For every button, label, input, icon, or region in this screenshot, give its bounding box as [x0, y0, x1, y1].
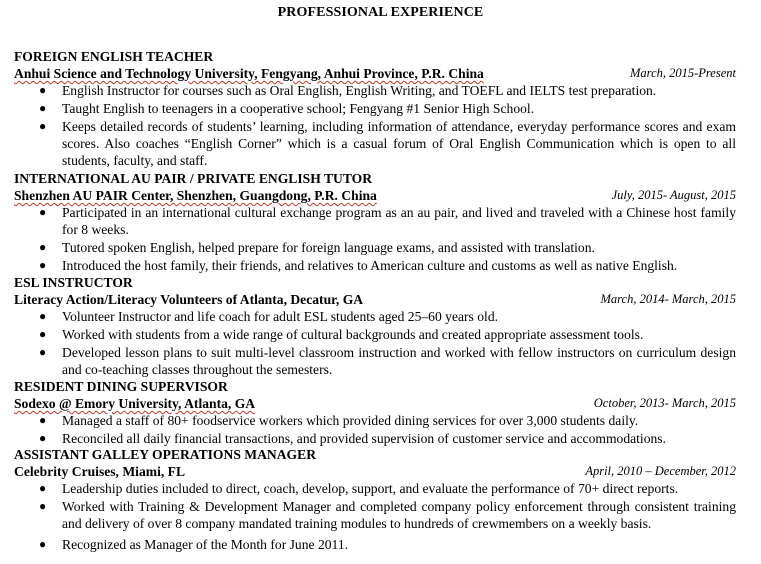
bullet-icon: ● — [39, 101, 47, 115]
bullet-icon: ● — [39, 205, 47, 219]
bullet-icon: ● — [39, 537, 47, 551]
section-heading: PROFESSIONAL EXPERIENCE — [277, 5, 484, 20]
job-dates: October, 2013- March, 2015 — [593, 396, 736, 410]
job-entry — [14, 378, 736, 448]
job-title: ESL INSTRUCTOR — [14, 275, 133, 290]
bullet-icon: ● — [39, 240, 47, 254]
bullet-text: Taught English to teenagers in a cooperative school; Fengyang #1 Senior High School. — [62, 101, 535, 116]
bullet-list — [14, 308, 736, 378]
employer: Literacy Action/Literacy Volunteers of Atlanta, Decatur, GA — [14, 292, 364, 307]
list-item — [14, 498, 736, 532]
list-item — [14, 204, 736, 238]
employer-line — [14, 395, 736, 412]
list-item — [14, 82, 736, 99]
employer-line — [14, 463, 736, 480]
bullet-icon: ● — [39, 413, 47, 427]
employer-line — [14, 187, 736, 204]
job-title: INTERNATIONAL AU PAIR / PRIVATE ENGLISH TUTOR — [14, 171, 373, 186]
bullet-text: Leadership duties included to direct, coach, develop, support, and evaluate the performance of 70+ direct reports. — [62, 481, 679, 496]
bullet-icon: ● — [39, 499, 47, 513]
job-dates: March, 2014- March, 2015 — [600, 292, 736, 306]
job-title: FOREIGN ENGLISH TEACHER — [14, 49, 214, 64]
bullet-icon: ● — [39, 309, 47, 323]
bullet-icon: ● — [39, 431, 47, 445]
bullet-text: Developed lesson plans to suit multi-level classroom instruction and worked with fellow instructors on curriculum design and co-teaching classes throughout the semesters. — [62, 345, 736, 377]
employer-line — [14, 65, 736, 82]
job-title: RESIDENT DINING SUPERVISOR — [14, 379, 228, 394]
list-item — [14, 326, 736, 343]
list-item — [14, 118, 736, 169]
job-entry — [14, 446, 736, 554]
bullet-text: Keeps detailed records of students’ learning, including information of attendance, everyday performance scores and exam scores. Also coaches “English Corner” which is a casual forum of Oral English Communication which is open to all students, faculty, and staff. — [62, 119, 736, 168]
bullet-icon: ● — [39, 345, 47, 359]
employer: Shenzhen AU PAIR Center, Shenzhen, Guangdong, P.R. China — [14, 188, 377, 203]
bullet-icon: ● — [39, 119, 47, 133]
bullet-text: Tutored spoken English, helped prepare for foreign language exams, and assisted with translation. — [62, 240, 595, 255]
list-item — [14, 536, 736, 553]
list-item — [14, 412, 736, 429]
bullet-icon: ● — [39, 258, 47, 272]
bullet-text: Worked with students from a wide range of cultural backgrounds and created appropriate assessment tools. — [62, 327, 644, 342]
employer: Anhui Science and Technology University, Fengyang, Anhui Province, P.R. China — [14, 66, 484, 81]
job-entry — [14, 48, 736, 170]
list-item — [14, 100, 736, 117]
job-entry — [14, 170, 736, 275]
bullet-text: Reconciled all daily financial transactions, and provided supervision of customer service and accommodations. — [62, 431, 666, 446]
bullet-text: English Instructor for courses such as Oral English, English Writing, and TOEFL and IELTS test preparation. — [62, 83, 657, 98]
bullet-text: Introduced the host family, their friends, and relatives to American culture and customs as well as native English. — [62, 258, 678, 273]
bullet-list — [14, 480, 736, 553]
bullet-icon: ● — [39, 327, 47, 341]
bullet-icon: ● — [39, 481, 47, 495]
list-item — [14, 480, 736, 497]
bullet-list — [14, 204, 736, 274]
list-item — [14, 239, 736, 256]
bullet-text: Worked with Training & Development Manager and completed company policy enforcement through consistent training and delivery of over 8 company mandated training modules to hundreds of crewmembers on a weekly basis. — [62, 499, 736, 531]
bullet-text: Participated in an international cultural exchange program as an au pair, and lived and traveled with a Chinese host family for 8 weeks. — [62, 205, 736, 237]
bullet-text: Volunteer Instructor and life coach for adult ESL students aged 25–60 years old. — [62, 309, 499, 324]
bullet-text: Managed a staff of 80+ foodservice workers which provided dining services for over 3,000 students daily. — [62, 413, 639, 428]
bullet-list — [14, 82, 736, 169]
bullet-text: Recognized as Manager of the Month for June 2011. — [62, 537, 349, 552]
employer: Sodexo @ Emory University, Atlanta, GA — [14, 396, 256, 411]
list-item — [14, 257, 736, 274]
bullet-icon: ● — [39, 83, 47, 97]
employer: Celebrity Cruises, Miami, FL — [14, 464, 186, 479]
list-item — [14, 308, 736, 325]
list-item — [14, 344, 736, 378]
job-dates: July, 2015- August, 2015 — [611, 188, 736, 202]
job-entry — [14, 274, 736, 379]
bullet-list — [14, 412, 736, 447]
list-item — [14, 430, 736, 447]
job-dates: March, 2015-Present — [630, 66, 736, 80]
job-title: ASSISTANT GALLEY OPERATIONS MANAGER — [14, 447, 317, 462]
employer-line — [14, 291, 736, 308]
job-dates: April, 2010 – December, 2012 — [585, 464, 736, 478]
